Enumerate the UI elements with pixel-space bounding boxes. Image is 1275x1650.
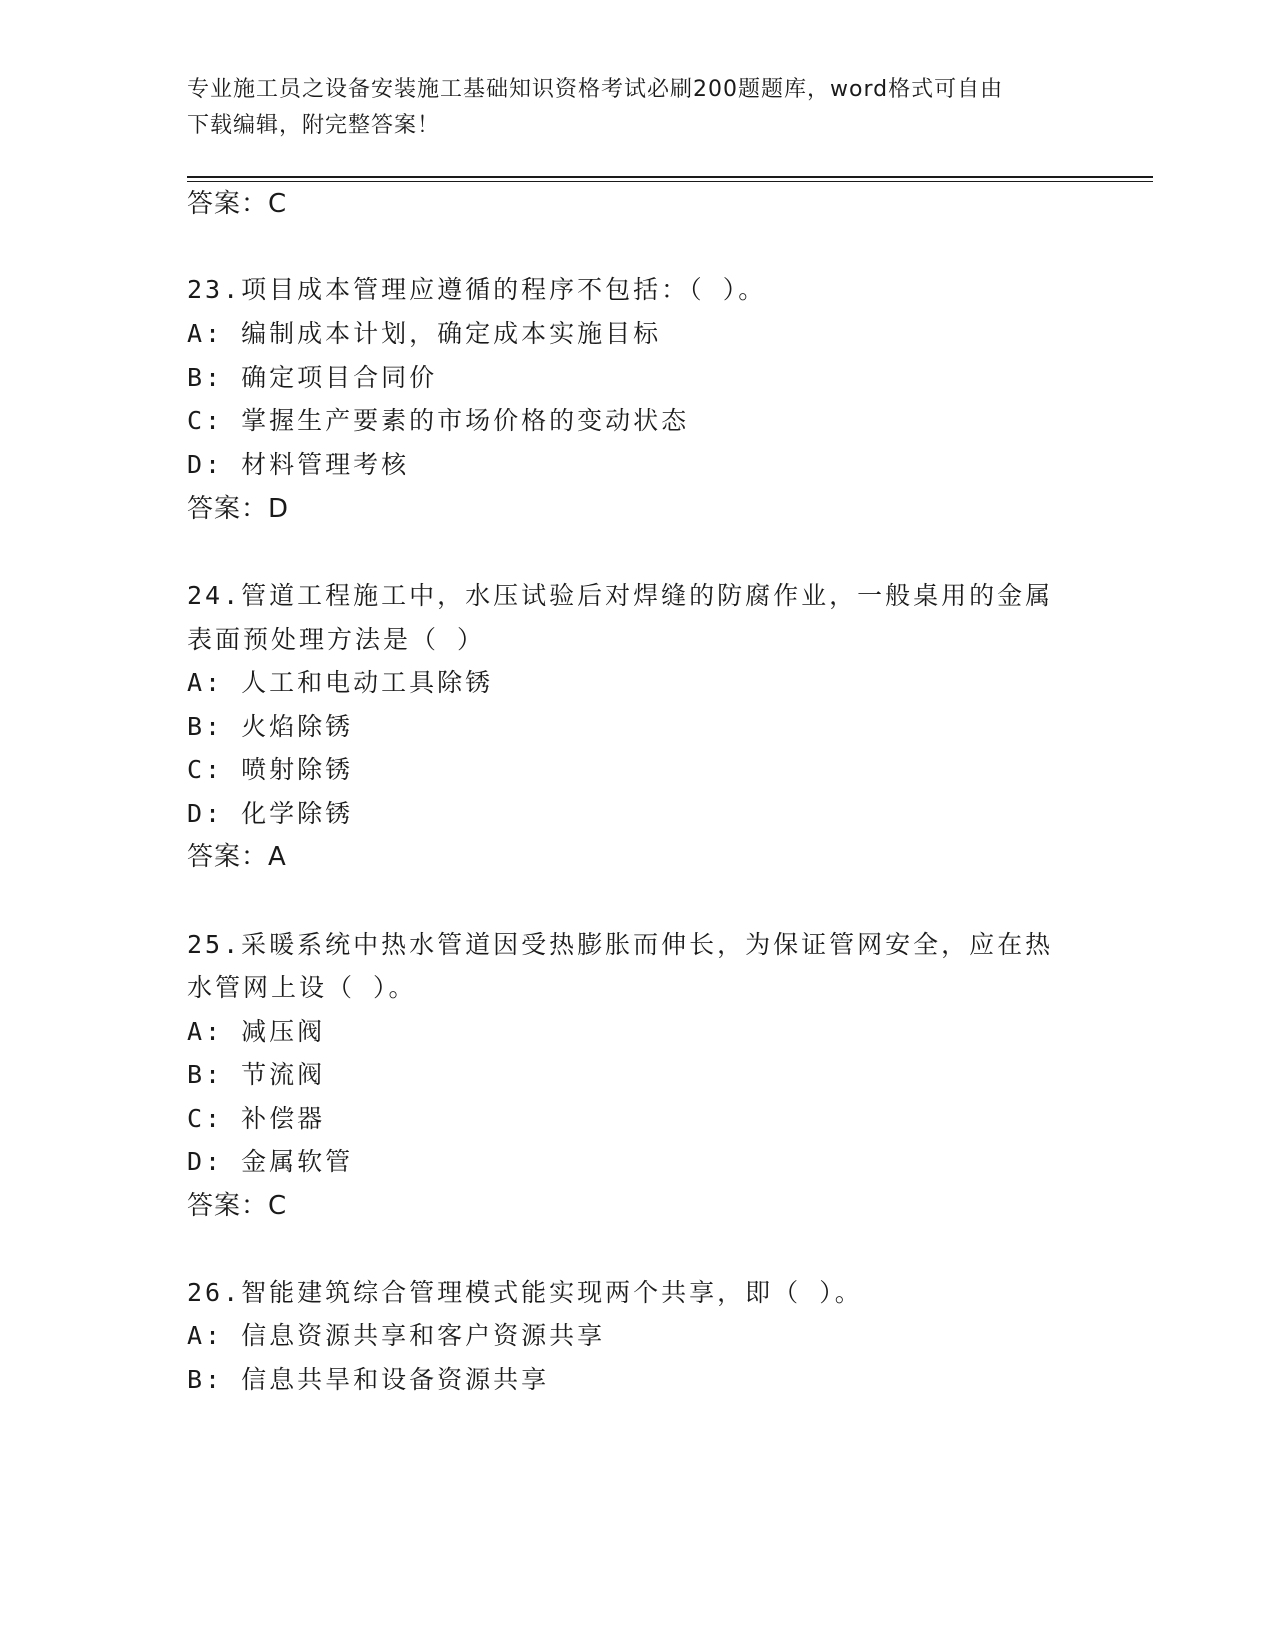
header-title-line-2: 下载编辑，附完整答案！ xyxy=(187,113,441,138)
question-25-option-b: B: 节流阀 xyxy=(187,1060,326,1089)
question-24-option-c: C: 喷射除锈 xyxy=(187,755,354,784)
question-23-option-a: A: 编制成本计划，确定成本实施目标 xyxy=(187,319,662,348)
question-26-stem: 26.智能建筑综合管理模式能实现两个共享，即（ ）。 xyxy=(187,1278,863,1307)
question-25-option-a: A: 减压阀 xyxy=(187,1017,326,1046)
question-23-stem: 23.项目成本管理应遵循的程序不包括：（ ）。 xyxy=(187,275,767,304)
question-24-option-b: B: 火焰除锈 xyxy=(187,712,354,741)
document-header xyxy=(187,72,1067,144)
question-25-stem-line-2: 水管网上设（ ）。 xyxy=(187,973,417,1002)
question-25-stem-line-1: 25.采暖系统中热水管道因受热膨胀而伸长，为保证管网安全，应在热 xyxy=(187,930,1054,959)
answer-23: 答案：D xyxy=(187,494,290,524)
question-25-option-d: D: 金属软管 xyxy=(187,1147,354,1176)
header-title-line-1: 专业施工员之设备安装施工基础知识资格考试必刷200题题库，word格式可自由 xyxy=(187,77,1004,102)
question-25-option-c: C: 补偿器 xyxy=(187,1104,326,1133)
question-23-option-c: C: 掌握生产要素的市场价格的变动状态 xyxy=(187,406,690,435)
question-23-option-d: D: 材料管理考核 xyxy=(187,450,410,479)
answer-25: 答案：C xyxy=(187,1191,288,1221)
question-24-option-a: A: 人工和电动工具除锈 xyxy=(187,668,494,697)
question-26-option-b: B: 信息共旱和设备资源共享 xyxy=(187,1365,550,1394)
question-24-stem-line-2: 表面预处理方法是（ ） xyxy=(187,625,486,654)
question-24-option-d: D: 化学除锈 xyxy=(187,799,354,828)
question-24-stem-line-1: 24.管道工程施工中，水压试验后对焊缝的防腐作业，一般桌用的金属 xyxy=(187,581,1054,610)
answer-22: 答案：C xyxy=(187,189,288,219)
header-divider-thick xyxy=(187,176,1153,178)
answer-24: 答案：A xyxy=(187,842,287,872)
header-divider-thin xyxy=(187,181,1153,182)
question-23-option-b: B: 确定项目合同价 xyxy=(187,363,438,392)
question-26-option-a: A: 信息资源共享和客户资源共享 xyxy=(187,1321,606,1350)
